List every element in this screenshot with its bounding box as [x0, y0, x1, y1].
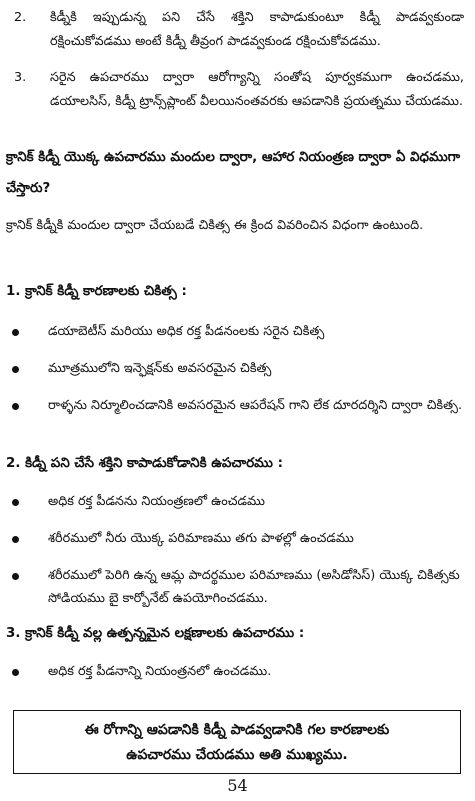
- callout-box: [13, 710, 461, 774]
- item-number: 3.: [14, 70, 27, 85]
- section-1-heading: 1. క్రానిక్ కిడ్నీ కారణాలకు చికిత్స :: [6, 284, 187, 299]
- main-heading: క్రానిక్ కిడ్నీ యొక్క ఉపచారము మందుల ద్వారా, ఆహార నియంత్రణ ద్వారా ఏ విధముగా చేస్తారు?: [6, 150, 461, 196]
- bullet-icon: [12, 403, 19, 410]
- page-number: 54: [227, 776, 248, 795]
- callout-line: ఈ రోగాన్ని ఆపడానికి కిడ్నీ పాడవ్వడానికి గల కారణాలకు: [84, 722, 390, 738]
- section-2-heading: 2. కిడ్నీ పని చేసే శక్తిని కాపాడుకోడానికి ఉపచారము :: [6, 456, 283, 471]
- bullet-icon: [12, 366, 19, 373]
- bullet-icon: [12, 499, 19, 506]
- list-item: మూత్రములోని ఇన్ఫెక్షన్‌కు అవసరమైన చికిత్స: [8, 357, 466, 380]
- list-item: అధిక రక్త పీడనాన్ని నియంత్రనలో ఉంచడము.: [8, 660, 466, 683]
- list-item: శరీరములో పెరిగి ఉన్న ఆమ్ల పాదర్థముల పరిమాణము (అసిడోసిస్) యొక్క చికిత్సకు సోడియము బై కార్బోనేట్ ఉపయోగించడము.: [8, 564, 466, 610]
- callout-line: ఉపచారము చేయడము అతి ముఖ్యము.: [126, 747, 348, 763]
- numbered-item: [14, 66, 464, 114]
- intro-paragraph: క్రానిక్ కిడ్నీకి మందుల ద్వారా చేయబడే చికిత్స ఈ క్రింద వివరించిన విధంగా ఉంటుంది.: [6, 218, 424, 233]
- list-item: శరీరములో నీరు యొక్క పరిమాణము తగు పాళల్లో ఉంచడము: [8, 527, 466, 550]
- bullet-icon: [12, 329, 19, 336]
- bullet-icon: [12, 573, 19, 580]
- list-item: రాళ్ళను నిర్మూలించడానికి అవసరమైన ఆపరేషన్ గాని లేక దూరదర్శిని ద్వారా చికిత్స.: [8, 394, 466, 417]
- bullet-icon: [12, 536, 19, 543]
- list-item: అధిక రక్త పీడనను నియంత్రణలో ఉంచడము: [8, 490, 466, 513]
- section-3-heading: 3. క్రానిక్ కిడ్నీ వల్ల ఉత్పన్నమైన లక్షణాలకు ఉపచారము :: [6, 626, 305, 641]
- item-text: కిడ్నీకి ఇప్పుడున్న పని చేసే శక్తిని కాపాడుకుంటూ కిడ్నీ పాడవ్వకుండా రక్షించుకోవడము అంటే కిడ్నీ తీవ్రంగ పాడవ్వకుండ రక్షించుకోవడము.: [50, 10, 464, 49]
- bullet-icon: [12, 669, 19, 676]
- numbered-item: [14, 6, 464, 54]
- item-text: సరైన ఉపచారము ద్వారా ఆరోగ్యాన్ని సంతోష పూర్వకముగా ఉంచడము, డయాలసిస్, కిడ్నీ ట్రాన్స్‌ప్లాంట్ వీలయినంతవరకు ఆపడానికి ప్రయత్నము చేయడము.: [50, 70, 464, 109]
- list-item: డయాబెటీస్ మరియు అధిక రక్త పీడనంలకు సరైన చికిత్స: [8, 320, 466, 343]
- item-number: 2.: [14, 10, 27, 25]
